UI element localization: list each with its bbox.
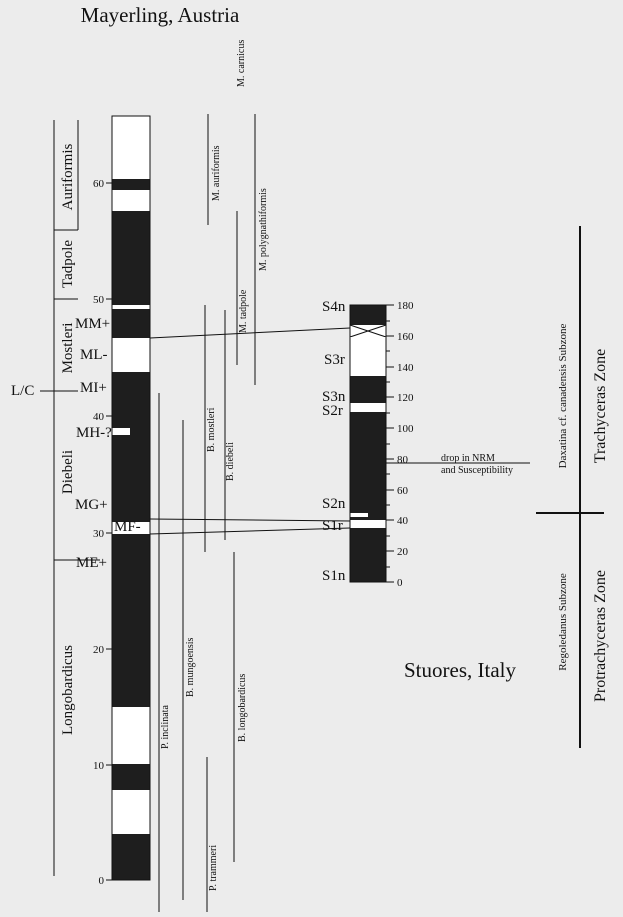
taxon-label-m-polygnathiformis: M. polygnathiformis xyxy=(258,188,269,271)
taxon-label-b-mungoensis: B. mungoensis xyxy=(185,637,196,697)
zone-label-longobardicus: Longobardicus xyxy=(60,645,76,735)
depth-tick-label: 10 xyxy=(93,760,104,772)
magnetozone-label: S3r xyxy=(324,352,345,368)
mayerling-zone-labels xyxy=(60,144,76,735)
taxa-ranges xyxy=(159,114,255,912)
correlation-line-ml-s3r xyxy=(150,328,350,338)
magnetozone-label: MM+ xyxy=(75,316,111,332)
depth-tick-label: 20 xyxy=(93,644,104,656)
taxon-label-b-diebeli: B. diebeli xyxy=(225,442,236,481)
taxon-label-p-inclinata: P. inclinata xyxy=(160,705,171,749)
taxon-label-b-longobardicus: B. longobardicus xyxy=(237,673,248,742)
magnetozone-label: S1r xyxy=(322,518,343,534)
taxon-label-p-trammeri: P. trammeri xyxy=(208,844,219,891)
mayerling-column-base xyxy=(112,116,150,880)
magnetozone-label: MG+ xyxy=(75,497,108,513)
zone-label-mostleri: Mostleri xyxy=(60,322,76,374)
mayerling-depth-scale xyxy=(93,178,112,887)
subzone-label-regoledanus: Regoledanus Subzone xyxy=(557,573,569,671)
magnetozone-label: ML- xyxy=(80,347,108,363)
subzone-label-daxatina: Daxatina cf. canadensis Subzone xyxy=(557,323,569,469)
magnetozone-label: S2r xyxy=(322,403,343,419)
magnetozone-label: MI+ xyxy=(80,380,107,396)
depth-tick-label: 60 xyxy=(93,178,104,190)
stuores-reversed-interval xyxy=(350,403,386,412)
mayerling-reversed-interval xyxy=(112,190,150,211)
taxa-labels xyxy=(160,40,269,891)
zone-label-tadpole: Tadpole xyxy=(60,239,76,289)
zone-label-auriformis: Auriformis xyxy=(60,143,76,211)
magnetozone-label: S1n xyxy=(322,568,346,584)
mayerling-reversed-interval xyxy=(112,428,130,435)
magnetozone-label: S3n xyxy=(322,389,346,405)
mayerling-reversed-interval xyxy=(112,305,150,309)
stuores-reversed-interval xyxy=(350,337,386,376)
stuores-tick-label: 160 xyxy=(397,331,414,343)
stuores-polarity-column xyxy=(350,305,386,582)
stuores-reversed-interval xyxy=(350,520,386,528)
stuores-tick-label: 140 xyxy=(397,362,414,374)
mayerling-reversed-interval xyxy=(112,707,150,764)
nrm-annotation-line1: drop in NRM xyxy=(441,453,495,464)
depth-tick-label: 0 xyxy=(98,875,104,887)
depth-tick-label: 50 xyxy=(93,294,104,306)
stuores-tick-label: 60 xyxy=(397,485,408,497)
correlation-line-mf-top xyxy=(150,519,350,521)
taxon-label-b-mostleri: B. mostleri xyxy=(206,407,217,452)
depth-tick-label: 40 xyxy=(93,411,104,423)
zone-label-protrachyceras: Protrachyceras Zone xyxy=(592,570,609,702)
depth-tick-label: 30 xyxy=(93,528,104,540)
mayerling-polarity-column xyxy=(112,116,150,880)
magnetozone-label: ME+ xyxy=(76,555,107,571)
right-site-title: Stuores, Italy xyxy=(404,658,516,682)
taxon-label-m-carnicus: M. carnicus xyxy=(236,39,247,87)
stuores-tick-label: 180 xyxy=(397,300,414,312)
left-site-title: Mayerling, Austria xyxy=(80,3,240,27)
boundary-label-lc: L/C xyxy=(11,383,35,399)
correlation-lines xyxy=(150,328,350,534)
nrm-annotation-line2: and Susceptibility xyxy=(441,465,513,476)
taxon-label-m-auriformis: M. auriformis xyxy=(211,145,222,201)
mayerling-reversed-interval xyxy=(112,790,150,834)
stuores-tick-label: 20 xyxy=(397,546,408,558)
zone-label-diebeli: Diebeli xyxy=(60,449,76,495)
magnetozone-label-mf: MF- xyxy=(114,519,141,535)
mayerling-reversed-interval xyxy=(112,116,150,179)
magnetozone-label: MH-? xyxy=(76,425,112,441)
stuores-magnetozones xyxy=(322,299,346,584)
stuores-tick-label: 0 xyxy=(397,577,403,589)
magnetozone-label: S2n xyxy=(322,496,346,512)
stuores-reversed-interval xyxy=(350,513,368,517)
zone-label-trachyceras: Trachyceras Zone xyxy=(592,348,609,464)
stuores-tick-label: 80 xyxy=(397,454,408,466)
stuores-depth-labels xyxy=(397,300,414,589)
mayerling-reversed-interval xyxy=(112,338,150,372)
correlation-line-mf-base xyxy=(150,528,350,534)
stuores-tick-label: 40 xyxy=(397,515,408,527)
stuores-depth-scale xyxy=(386,305,394,582)
magnetozone-label: S4n xyxy=(322,299,346,315)
taxon-label-m-tadpole: M. tadpole xyxy=(238,289,249,333)
stuores-tick-label: 120 xyxy=(397,392,414,404)
stuores-tick-label: 100 xyxy=(397,423,414,435)
